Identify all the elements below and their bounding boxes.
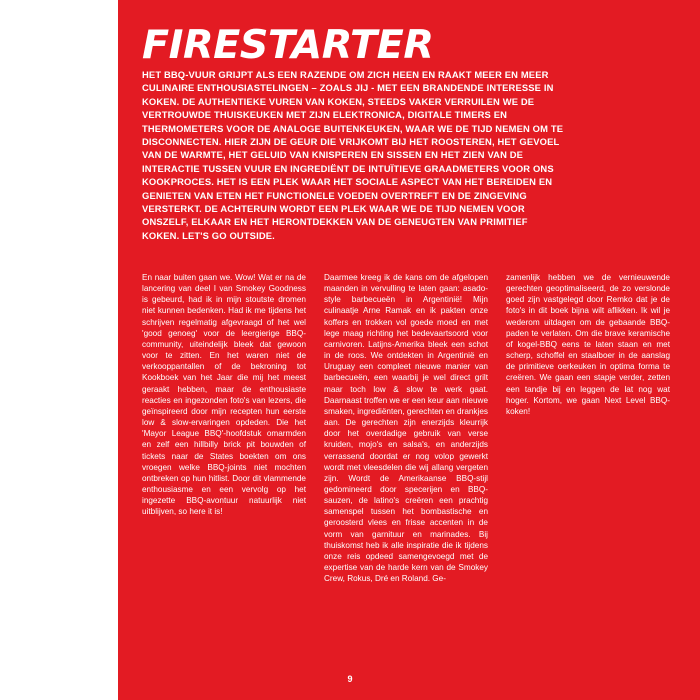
body-column-1: [142, 272, 306, 584]
column-text: Daarmee kreeg ik de kans om de afgelopen maanden in vervulling te laten gaan: asado-style barbecueën in Argentinië! Mijn culinaatje Arne Ramak en ik pakten onze koffers en trokken vol goede moed en met lege maag richting het bedevaartsoord voor carnivoren. Latijns-Amerika bleek een schot in de roos. We ontdekten in Argentinië en Uruguay een compleet nieuwe manier van barbecueën, een waarbij je wel direct grilt maar toch low & slow te werk gaat. Daarnaast troffen we er een keur aan nieuwe smaken, ingrediënten, gerechten en drankjes aan. De gerechten zijn enerzijds kleurrijk door het overdadige gebruik van verse kruiden, mojo's en salsa's, en anderzijds verrassend doordat er nog volop gewerkt wordt met vleesdelen die wij allang vergeten zijn. Wordt de Amerikaanse BBQ-stijl gedomineerd door specerijen en BBQ-sauzen, de latino's creëren een prachtig samenspel tussen het bombastische en geroosterd vlees en frisse accenten in de vorm van garnituur en marinades. Bij thuiskomst heb ik alle inspiratie die ik tijdens onze reis opdeed samengevoegd met de expertise van de harde kern van de Smokey Crew, Rokus, Dré en Roland. Ge-: [324, 273, 488, 584]
body-columns: [142, 272, 672, 584]
page-number: 9: [347, 674, 353, 684]
intro-paragraph: HET BBQ-VUUR GRIJPT ALS EEN RAZENDE OM ZICH HEEN EN RAAKT MEER EN MEER CULINAIRE ENTHOUSIASTELINGEN – ZOALS JIJ - MET EEN BRANDENDE INTERESSE IN KOKEN. DE AUTHENTIEKE VUREN VAN KOKEN, STEEDS VAKER VERRUILEN WE DE VERTROUWDE THUISKEUKEN MET ZIJN ELEKTRONICA, DIGITALE TIMERS EN THERMOMETERS VOOR DE ANALOGE BUITENKEUKEN, WAAR WE DE TIJD NEMEN OM TE DISCONNECTEN. HIER ZIJN DE GEUR DIE VRIJKOMT BIJ HET ROOSTEREN, HET GEVOEL VAN DE WARMTE, HET GELUID VAN KNISPEREN EN SISSEN EN HET ZIEN VAN DE INTERACTIE TUSSEN VUUR EN INGREDIËNT DE INTUÏTIEVE GRAADMETERS VOOR ONS KOOKPROCES. HET IS EEN PLEK WAAR HET SOCIALE ASPECT VAN HET BEREIDEN EN GENIETEN VAN ETEN HET FUNCTIONELE VOEDEN OVERTREFT EN DE ZINGEVING VERSTERKT. DE ACHTERUIN WORDT EEN PLEK WAAR WE DE TIJD NEMEN VOOR ONSZELF, ELKAAR EN HET HERONTDEKKEN VAN DE GENEUGTEN VAN PRIMITIEF KOKEN. LET'S GO OUTSIDE.: [142, 69, 564, 241]
page-title: FIRESTARTER: [142, 23, 434, 68]
page-left-margin: [0, 0, 118, 700]
column-text: zamenlijk hebben we de vernieuwende gerechten geoptimaliseerd, de zo verslonde goed zijn vastgelegd door Remko dat je de foto's in dit boek bijna wilt aflikken. Ik wil je wederom uitdagen om de gebaande BBQ-paden te verlaten. Om die brave keramische of kogel-BBQ eens te laten staan en met scherp, schoffel en staalboer in de aanslag de primitieve oerkeuken in optima forma te creëren. We gaan een stapje verder, zetten een tandje bij en leggen de lat nog wat hoger. Kortom, we gaan Next Level BBQ-koken!: [506, 273, 670, 416]
body-column-3: [506, 272, 670, 584]
body-column-2: [324, 272, 488, 584]
column-text: En naar buiten gaan we. Wow! Wat er na de lancering van deel I van Smokey Goodness is gebeurd, had ik in mijn stoutste dromen niet kunnen bedenken. Had ik me tijdens het schrijven regelmatig afgevraagd of het wel 'good genoeg' voor de leergierige BBQ-community, uiteindelijk bleek dat gewoon voor te zitten. En het waren niet de verkooppantallen of de bekroning tot Kookboek van het Jaar die mij het meest geraakt hebben, maar de enthousiaste reacties en ingezonden foto's van lezers, die geïnspireerd door mijn recepten hun eerste low & slow-ervaringen opdeden. Die het 'Mayor League BBQ'-hoofdstuk omarmden en zelf een hillbilly brick pit bouwden of tickets naar de States boekten om ons vroegen welke BBQ-joints niet mochten ontbreken op hun hitlist. Door dit vlammende enthousiasme en een vervolg op het ingezette BBQ-avontuur natuurlijk niet uitblijven, so here it is!: [142, 273, 306, 517]
page-content: [142, 0, 672, 700]
